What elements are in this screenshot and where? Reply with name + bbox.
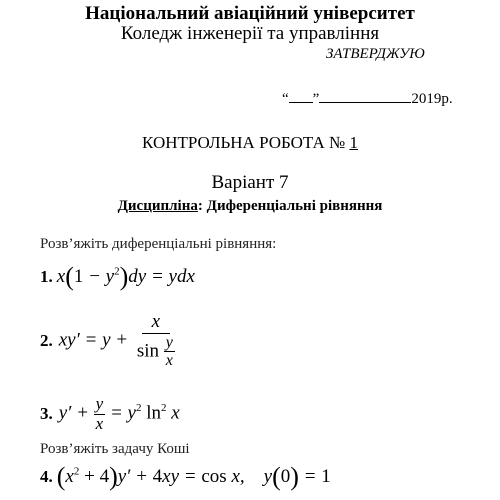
discipline-text: : Диференціальні рівняння (197, 198, 383, 214)
problem-3 (40, 395, 180, 433)
date-open-quote: “ (282, 91, 289, 107)
problem-2 (40, 312, 175, 370)
title-number: 1 (349, 133, 358, 152)
page-title: КОНТРОЛЬНА РОБОТА № 1 (142, 133, 358, 152)
equation: $(x^2 + 4)y' + 4xy = \cos x$, y(0) = 1 (56, 462, 331, 491)
day-blank (289, 90, 313, 103)
instruction-cauchy: Розв’яжіть задачу Коші (40, 441, 190, 457)
problem-number: 3. (40, 404, 53, 424)
problem-4 (40, 462, 331, 492)
university-name: Національний авіаційний університет (85, 3, 415, 24)
variant-label: Варіант 7 (211, 172, 289, 193)
problem-1 (40, 262, 195, 292)
college-name: Коледж інженерії та управління (120, 23, 380, 44)
equation: y′ + $\frac{y}{x}$ = $y^2$ $\ln^2 x$ (58, 394, 180, 433)
discipline-line (0, 198, 500, 215)
date-line (282, 90, 453, 108)
problem-number: 2. (40, 331, 53, 351)
date-close-quote: ” (312, 91, 320, 107)
problem-number: 4. (40, 467, 53, 486)
equation: $x(1 - y^2)dy$ = ydx (56, 262, 195, 291)
discipline-label: Дисципліна (117, 198, 198, 214)
approval-label: ЗАТВЕРДЖУЮ (326, 46, 425, 62)
instruction-solve-de: Розв’яжіть диференціальні рівняння: (40, 236, 277, 252)
equation: xy′ = y + x sin $\frac{y}{x}$ (58, 311, 173, 370)
problem-number: 1. (40, 267, 53, 286)
month-blank (319, 90, 411, 103)
date-year: 2019р. (411, 91, 453, 107)
